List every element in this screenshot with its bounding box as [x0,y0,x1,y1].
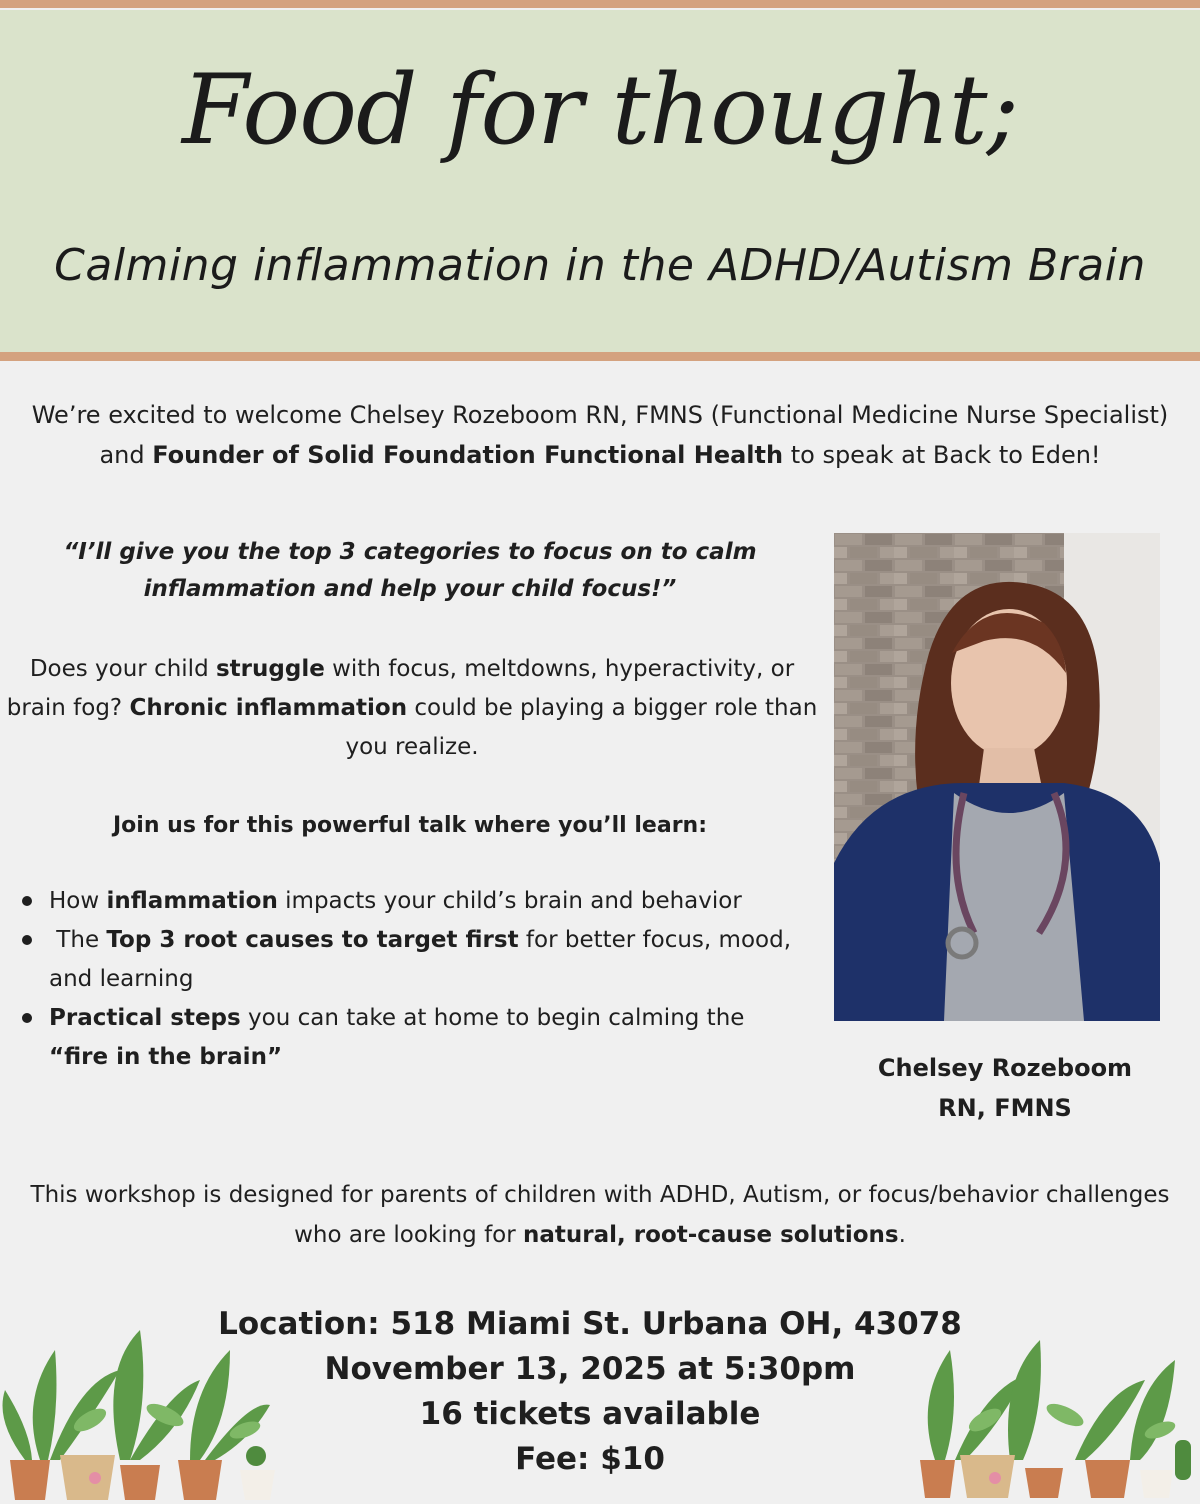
list-item [20,999,800,1077]
item-text: you can take at home to begin calming the [240,1005,745,1031]
bullet-icon [22,896,32,906]
speaker-photo [834,533,1160,1021]
list-item [20,882,800,921]
learn-heading: Join us for this powerful talk where you’ll learn: [113,813,707,838]
item-text: for better focus, mood, and learning [49,927,791,992]
event-tickets: 16 tickets available [419,1396,761,1432]
question-text: with focus, meltdowns, hyperactivity, or brain fog? [6,656,795,721]
speaker-name: Chelsey Rozeboom [877,1054,1133,1082]
learn-list [20,882,800,1077]
event-location: Location: 518 Miami St. Urbana OH, 43078 [218,1306,962,1342]
item-text: impacts your child’s brain and behavior [277,888,742,914]
intro-paragraph [10,395,1190,475]
workshop-bold: natural, root-cause solutions [523,1222,899,1248]
event-details [200,1302,980,1482]
page-subtitle: Calming inflammation in the ADHD/Autism Brain [54,240,1146,291]
intro-text-end: to speak at Back to Eden! [783,441,1101,469]
speaker-quote: “I’ll give you the top 3 categories to focus on to calm inflammation and help your child focus!” [63,539,757,602]
item-text: How [49,888,107,914]
top-divider [0,0,1200,8]
event-fee: Fee: $10 [515,1441,665,1477]
bullet-icon [22,1013,32,1023]
question-paragraph [0,650,824,767]
workshop-text: This workshop is designed for parents of children with ADHD, Autism, or focus/behavior challenges who are looking for [30,1182,1170,1248]
list-item [20,921,800,999]
question-text: could be playing a bigger role than you realize. [345,695,818,760]
intro-bold-text: Founder of Solid Foundation Functional Health [152,441,784,469]
item-bold: inflammation [106,888,278,914]
workshop-description [30,1175,1170,1255]
question-bold: struggle [215,656,325,682]
intro-text: We’re excited to welcome Chelsey Rozeboom RN, FMNS (Functional Medicine Nurse Specialist) and [31,401,1169,469]
speaker-caption [834,1048,1176,1128]
event-date: November 13, 2025 at 5:30pm [324,1351,856,1387]
workshop-end: . [898,1222,906,1248]
item-text: The [49,927,107,953]
page-title: Food for thought; [182,54,1018,166]
item-bold: Top 3 root causes to target first [106,927,519,953]
header-divider [0,352,1200,361]
speaker-credentials: RN, FMNS [938,1094,1072,1122]
question-text: Does your child [29,656,216,682]
item-bold: Practical steps [49,1005,241,1031]
question-bold: Chronic inflammation [129,695,408,721]
item-bold: “fire in the brain” [49,1044,283,1070]
bullet-icon [22,935,32,945]
